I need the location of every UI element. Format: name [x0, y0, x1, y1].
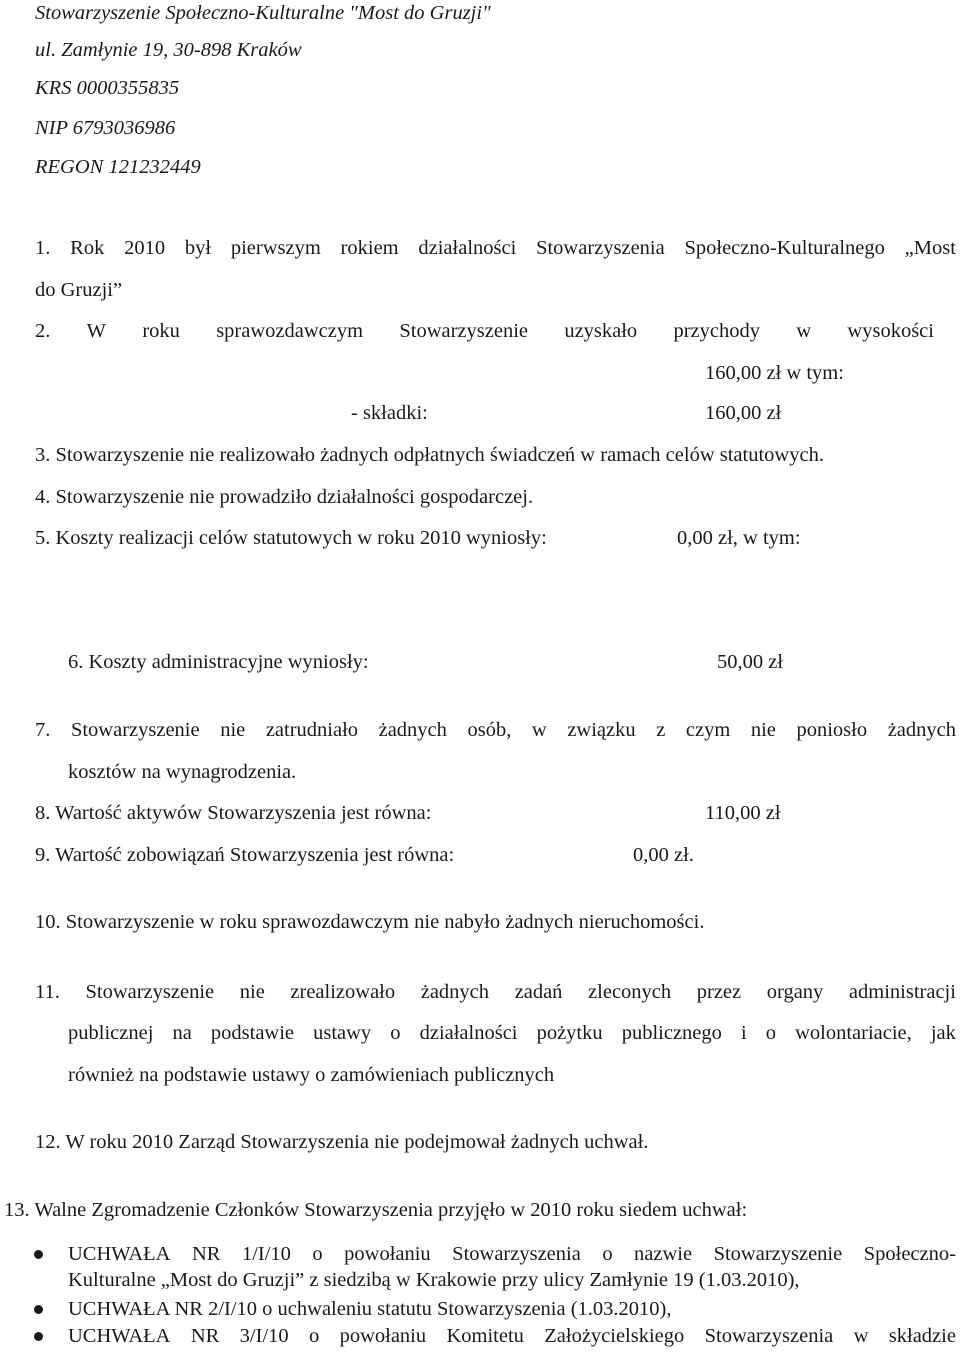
word: ustawy — [313, 1022, 372, 1044]
word: Rok — [70, 237, 105, 259]
item-2-sub-amount: 160,00 zł — [705, 402, 782, 424]
word: Komitetu — [446, 1325, 524, 1347]
word: z — [656, 719, 666, 741]
item-1-line-2: do Gruzji” — [35, 279, 123, 301]
resolution-1-line-2: Kulturalne „Most do Gruzji” z siedzibą w Krakowie przy ulicy Zamłynie 19 (1.03.2010), — [68, 1269, 800, 1291]
word: uzyskało — [564, 320, 638, 342]
word: Stowarzyszenie — [70, 719, 200, 741]
bullet-icon — [34, 1332, 43, 1341]
word: powołaniu — [339, 1325, 427, 1347]
word: 2010 — [124, 237, 166, 259]
word: UCHWAŁA — [68, 1243, 171, 1265]
word: Stowarzyszenie — [85, 981, 215, 1003]
bullet-icon — [34, 1305, 43, 1314]
word: osób, — [467, 719, 512, 741]
word: organy — [766, 981, 824, 1003]
item-5-label: 5. Koszty realizacji celów statutowych w roku 2010 wyniosły: — [35, 527, 547, 549]
word: 2. — [35, 320, 51, 342]
word: NR — [190, 1325, 220, 1347]
word: Stowarzyszenia — [536, 237, 665, 259]
word: Stowarzyszenie — [399, 320, 529, 342]
word: 11. — [35, 981, 60, 1003]
word: w — [796, 320, 812, 342]
item-6-label: 6. Koszty administracyjne wyniosły: — [68, 651, 369, 673]
item-3: 3. Stowarzyszenie nie realizowało żadnych odpłatnych świadczeń w ramach celów statutowych. — [35, 444, 824, 466]
item-9-label: 9. Wartość zobowiązań Stowarzyszenia jest równa: — [35, 844, 455, 866]
item-7-line-1 — [35, 720, 956, 741]
word: roku — [142, 320, 180, 342]
item-11-line-3: również na podstawie ustawy o zamówieniach publicznych — [68, 1064, 555, 1086]
resolution-1-line-1 — [68, 1244, 956, 1265]
bullet-icon — [34, 1250, 43, 1259]
word: związku — [567, 719, 636, 741]
word: administracji — [848, 981, 956, 1003]
word: zatrudniało — [265, 719, 359, 741]
word: Stowarzyszenie — [713, 1243, 843, 1265]
item-11-line-1 — [35, 982, 956, 1003]
word: żadnych — [420, 981, 490, 1003]
word: publicznego — [621, 1022, 722, 1044]
word: działalności — [419, 1022, 518, 1044]
item-13: 13. Walne Zgromadzenie Członków Stowarzyszenia przyjęło w 2010 roku siedem uchwał: — [4, 1199, 748, 1221]
item-7-line-2: kosztów na wynagrodzenia. — [68, 761, 297, 783]
word: UCHWAŁA — [68, 1325, 171, 1347]
word: nie — [239, 981, 265, 1003]
word: W — [86, 320, 107, 342]
resolution-3-line-1 — [68, 1326, 956, 1347]
item-8-value: 110,00 zł — [705, 802, 781, 824]
word: Społeczno-Kulturalnego — [684, 237, 885, 259]
item-12: 12. W roku 2010 Zarząd Stowarzyszenia nie podejmował żadnych uchwał. — [35, 1131, 649, 1153]
word: działalności — [418, 237, 517, 259]
word: podstawie — [210, 1022, 295, 1044]
word: nie — [750, 719, 776, 741]
item-2-sub-label: - składki: — [351, 402, 428, 424]
word: rokiem — [340, 237, 399, 259]
word: 1. — [35, 237, 51, 259]
word: sprawozdawczym — [216, 320, 364, 342]
item-9-value: 0,00 zł. — [633, 844, 694, 866]
item-10: 10. Stowarzyszenie w roku sprawozdawczym nie nabyło żadnych nieruchomości. — [35, 911, 705, 933]
word: 3/I/10 — [239, 1325, 289, 1347]
org-regon: REGON 121232449 — [35, 156, 201, 178]
word: nazwie — [634, 1243, 693, 1265]
word: był — [184, 237, 212, 259]
word: o — [765, 1022, 777, 1044]
item-11-line-2 — [68, 1023, 956, 1044]
word: przychody — [673, 320, 761, 342]
word: o — [312, 1243, 323, 1265]
word: NR — [191, 1243, 221, 1265]
word: w — [531, 719, 547, 741]
item-6-value: 50,00 zł — [717, 651, 784, 673]
word: nie — [220, 719, 246, 741]
org-name: Stowarzyszenie Społeczno-Kulturalne "Most do Gruzji" — [35, 2, 491, 24]
word: 1/I/10 — [241, 1243, 291, 1265]
org-address: ul. Zamłynie 19, 30-898 Kraków — [35, 39, 302, 61]
word: o — [390, 1022, 401, 1044]
item-2-amount: 160,00 zł w tym: — [705, 362, 844, 384]
org-nip: NIP 6793036986 — [35, 117, 176, 139]
word: wysokości — [847, 320, 934, 342]
word: pierwszym — [230, 237, 321, 259]
word: żadnych — [378, 719, 447, 741]
word: jak — [930, 1022, 956, 1044]
word: przez — [696, 981, 742, 1003]
word: składzie — [888, 1325, 956, 1347]
word: na — [172, 1022, 192, 1044]
word: poniosło — [796, 719, 868, 741]
item-8-label: 8. Wartość aktywów Stowarzyszenia jest równa: — [35, 802, 432, 824]
word: powołaniu — [344, 1243, 431, 1265]
word: i — [740, 1022, 747, 1044]
word: o — [602, 1243, 613, 1265]
resolution-2: UCHWAŁA NR 2/I/10 o uchwaleniu statutu Stowarzyszenia (1.03.2010), — [68, 1298, 672, 1320]
word: zadań — [514, 981, 563, 1003]
item-5-value: 0,00 zł, w tym: — [677, 527, 801, 549]
word: Założycielskiego — [544, 1325, 685, 1347]
word: „Most — [904, 237, 956, 259]
word: Społeczno- — [863, 1243, 956, 1265]
word: żadnych — [887, 719, 956, 741]
word: w — [853, 1325, 869, 1347]
word: zrealizowało — [290, 981, 396, 1003]
word: publicznej — [68, 1022, 154, 1044]
org-krs: KRS 0000355835 — [35, 77, 180, 99]
word: zleconych — [588, 981, 672, 1003]
word: o — [308, 1325, 320, 1347]
word: pożytku — [536, 1022, 603, 1044]
word: wolontariacie, — [795, 1022, 912, 1044]
item-1-line-1 — [35, 238, 956, 259]
word: 7. — [35, 719, 51, 741]
item-4: 4. Stowarzyszenie nie prowadziło działalności gospodarczej. — [35, 486, 534, 508]
word: Stowarzyszenia — [452, 1243, 581, 1265]
item-2-line-1 — [35, 321, 934, 342]
word: czym — [685, 719, 731, 741]
word: Stowarzyszenia — [704, 1325, 834, 1347]
